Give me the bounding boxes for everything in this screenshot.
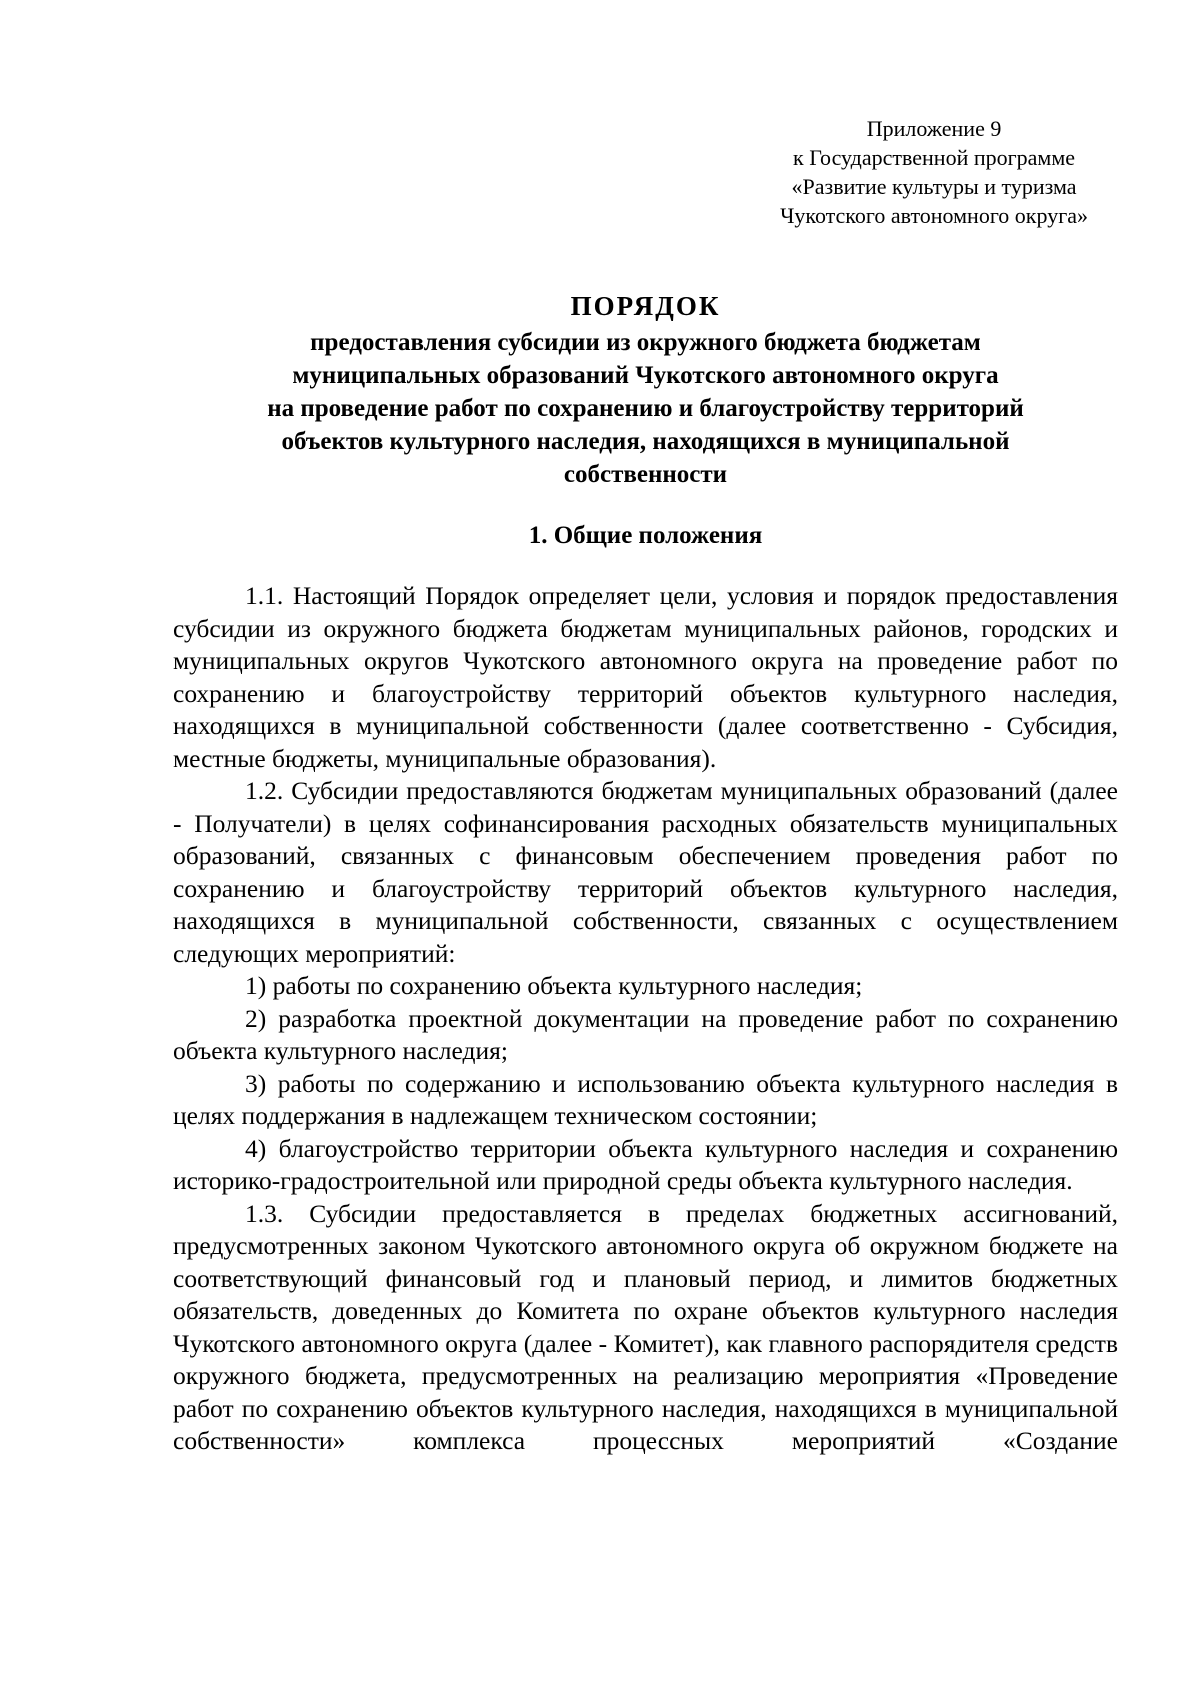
paragraph: 4) благоустройство территории объекта культурного наследия и сохранению историко-градостроительной или природной среды объекта культурного наследия. xyxy=(173,1133,1118,1195)
subtitle-line: собственности xyxy=(563,461,728,488)
subtitle-line: объектов культурного наследия, находящихся в муниципальной xyxy=(281,428,1010,455)
paragraph: 2) разработка проектной документации на проведение работ по сохранению объекта культурного наследия; xyxy=(173,1003,1118,1065)
document-page xyxy=(173,0,1118,1698)
document-subtitle xyxy=(173,326,1118,491)
paragraph: 1) работы по сохранению объекта культурного наследия; xyxy=(245,971,863,1000)
appendix-line: к Государственной программе xyxy=(793,145,1076,170)
paragraph: 1.2. Субсидии предоставляются бюджетам муниципальных образований (далее - Получатели) в целях софинансирования расходных обязательств муниципальных образований, связанных с финансовым обеспечением проведения работ по сохранению и благоустройству территорий объектов культурного наследия, находящихся в муниципальной собственности, связанных с осуществлением следующих мероприятий: xyxy=(173,776,1118,968)
subtitle-line: на проведение работ по сохранению и благоустройству территорий xyxy=(267,395,1024,422)
appendix-header xyxy=(780,114,1088,230)
paragraph: 1.1. Настоящий Порядок определяет цели, условия и порядок предоставления субсидии из окружного бюджета бюджетам муниципальных районов, городских и муниципальных округов Чукотского автономного округа на проведение работ по сохранению и благоустройству территорий объектов культурного наследия, находящихся в муниципальной собственности (далее соответственно - Субсидия, местные бюджеты, муниципальные образования). xyxy=(173,581,1118,773)
paragraph: 1.3. Субсидии предоставляется в пределах бюджетных ассигнований, предусмотренных законом Чукотского автономного округа об окружном бюджете на соответствующий финансовый год и плановый период, и лимитов бюджетных обязательств, доведенных до Комитета по охране объектов культурного наследия Чукотского автономного округа (далее - Комитет), как главного распорядителя средств окружного бюджета, предусмотренных на реализацию мероприятия «Проведение работ по сохранению объектов культурного наследия, находящихся в муниципальной собственности» комплекса процессных мероприятий «Создание xyxy=(173,1198,1118,1455)
paragraph: 3) работы по содержанию и использованию объекта культурного наследия в целях поддержания в надлежащем техническом состоянии; xyxy=(173,1068,1118,1130)
appendix-line: «Развитие культуры и туризма xyxy=(791,174,1077,199)
appendix-line: Чукотского автономного округа» xyxy=(780,203,1088,228)
section-heading: 1. Общие положения xyxy=(528,522,763,549)
document-title: ПОРЯДОК xyxy=(570,291,721,321)
appendix-line: Приложение 9 xyxy=(866,116,1002,141)
section-body xyxy=(173,580,1118,1458)
subtitle-line: муниципальных образований Чукотского автономного округа xyxy=(292,362,999,389)
subtitle-line: предоставления субсидии из окружного бюджета бюджетам xyxy=(310,329,981,356)
